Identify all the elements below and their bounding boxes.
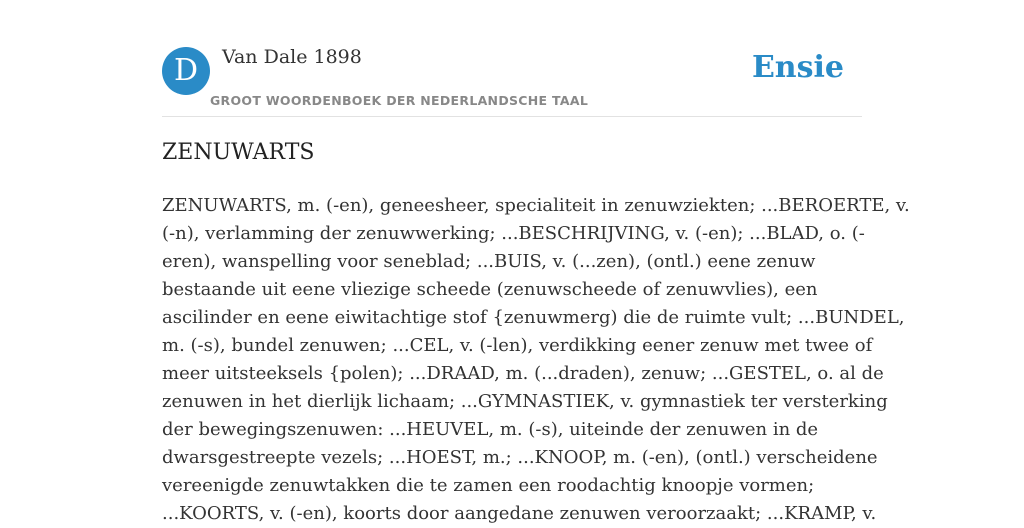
entry-line: eren), wanspelling voor seneblad; ...BUIS, v. (...zen), (ontl.) eene zenuw — [162, 251, 816, 272]
entry-line: zenuwen in het dierlijk lichaam; ...GYMNASTIEK, v. gymnastiek ter versterking — [162, 391, 888, 412]
entry-line: ZENUWARTS, m. (-en), geneesheer, specialiteit in zenuwziekten; ...BEROERTE, v. — [162, 195, 910, 216]
entry-line: ...KOORTS, v. (-en), koorts door aangedane zenuwen veroorzaakt; ...KRAMP, v. — [162, 503, 877, 524]
site-header — [162, 40, 862, 117]
source-subtitle: GROOT WOORDENBOEK DER NEDERLANDSCHE TAAL — [210, 93, 589, 108]
entry-line: ascilinder en eene eiwitachtige stof {zenuwmerg) die de ruimte vult; ...BUNDEL, — [162, 307, 905, 328]
ensie-brand-link[interactable]: Ensie — [751, 50, 844, 85]
entry-line: (-n), verlamming der zenuwwerking; ...BESCHRIJVING, v. (-en); ...BLAD, o. (- — [162, 223, 865, 244]
entry-line: der bewegingszenuwen: ...HEUVEL, m. (-s), uiteinde der zenuwen in de — [162, 419, 819, 440]
entry-line: bestaande uit eene vliezige scheede (zenuwscheede of zenuwvlies), een — [162, 279, 818, 300]
entry-line: meer uitsteeksels {polen); ...DRAAD, m. (...draden), zenuw; ...GESTEL, o. al de — [162, 363, 884, 384]
entry-title: ZENUWARTS — [162, 140, 315, 165]
source-title[interactable]: Van Dale 1898 — [222, 46, 362, 68]
entry-line: dwarsgestreepte vezels; ...HOEST, m.; ...KNOOP, m. (-en), (ontl.) verscheidene — [162, 447, 878, 468]
entry-line: vereenigde zenuwtakken die te zamen een roodachtig knoopje vormen; — [162, 475, 815, 496]
dictionary-logo[interactable]: D — [162, 47, 210, 95]
entry-body — [162, 192, 910, 528]
entry-line: m. (-s), bundel zenuwen; ...CEL, v. (-len), verdikking eener zenuw met twee of — [162, 335, 873, 356]
